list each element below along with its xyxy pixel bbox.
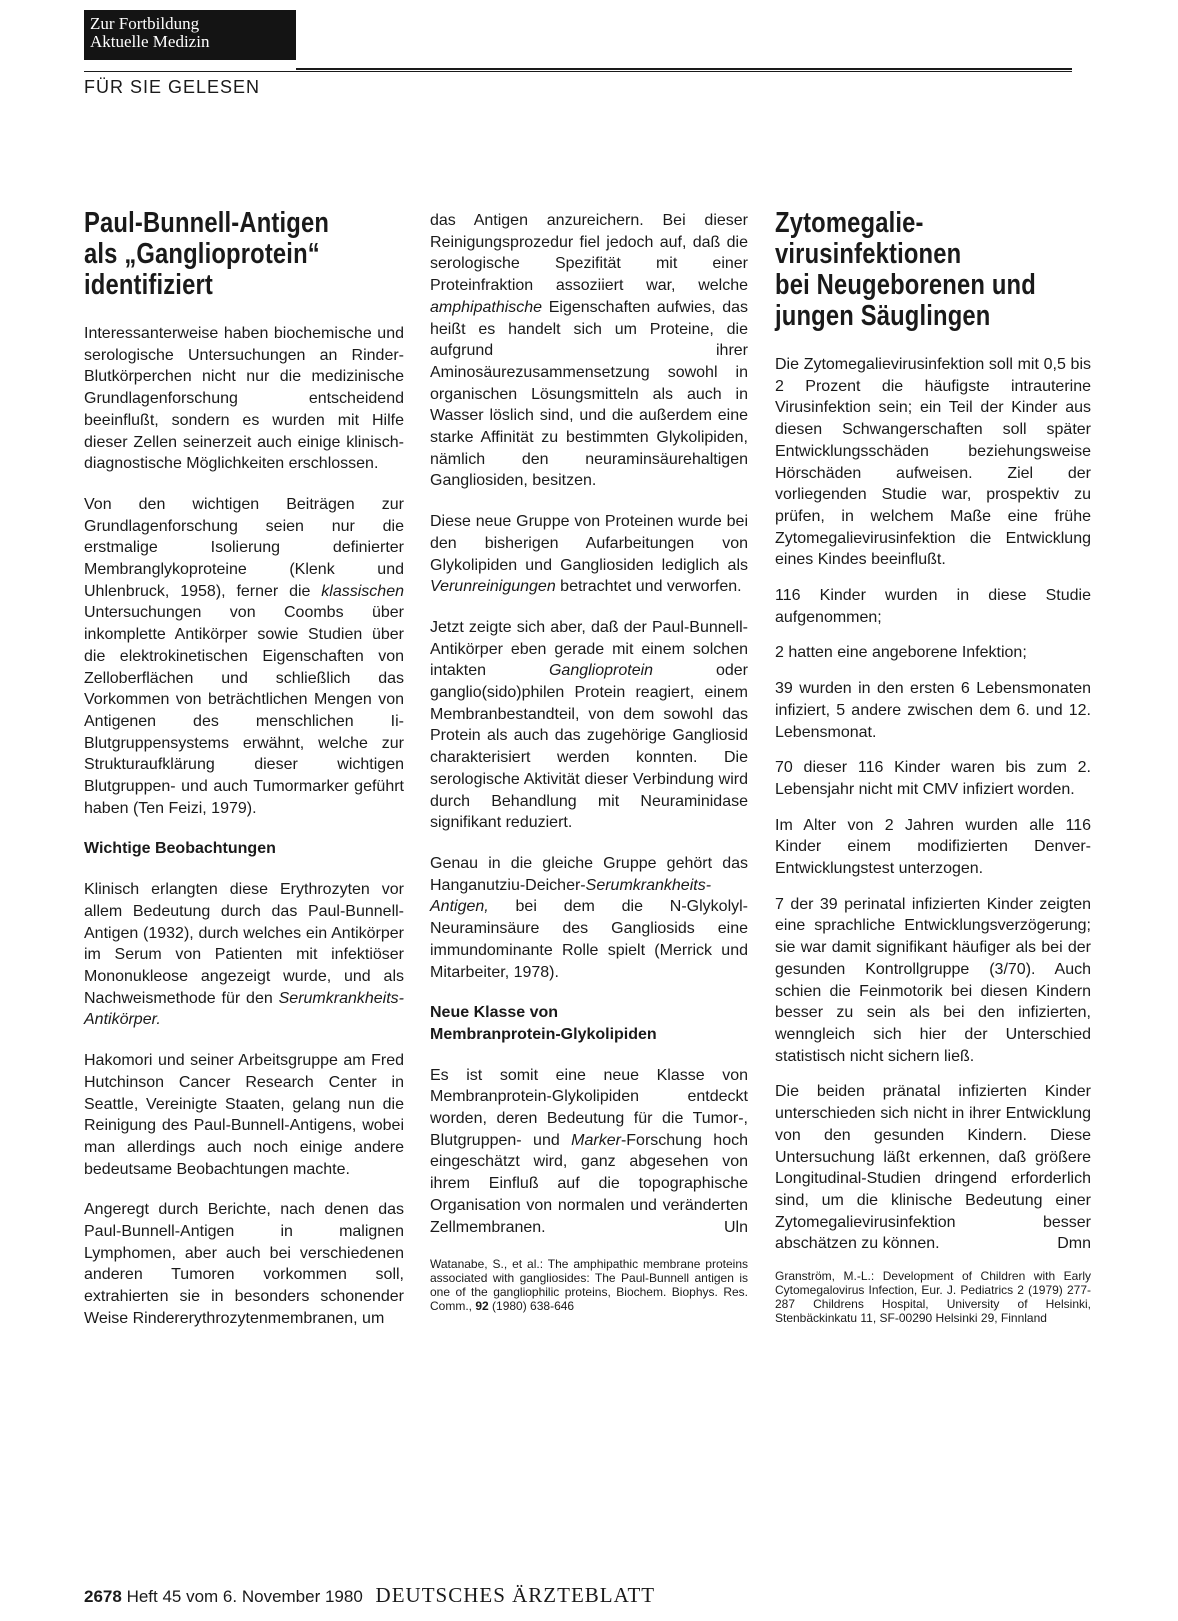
article1-title xyxy=(84,208,404,301)
article1-paragraph-9: Genau in die gleiche Gruppe gehört das Hanganutziu-Deicher-Serumkrankheits-Antigen, bei dem die N-Glykolyl-Neuraminsäure des Gangliosids eine immundominante Rolle spielt (Merrick und Mitarbeiter, 1978). xyxy=(430,854,748,981)
article2-reference: Granström, M.-L.: Development of Children with Early Cytomegalovirus Infection, Eur. J. Pediatrics 2 (1979) 277-287 Childrens Hospital, University of Helsinki, Stenbäckinkatu 11, SF-00290 Helsinki 29, Finnland xyxy=(775,1269,1091,1326)
article2-title xyxy=(775,208,1091,332)
article1-subhead-1: Wichtige Beobachtungen xyxy=(84,840,276,858)
issue-info: Heft 45 vom 6. November 1980 xyxy=(126,1587,363,1606)
rubric-line-2: Aktuelle Medizin xyxy=(90,32,210,51)
article2-paragraph-3: 2 hatten eine angeborene Infektion; xyxy=(775,644,1027,662)
article1-paragraph-7: Diese neue Gruppe von Proteinen wurde bei den bisherigen Aufarbeitungen von Glykolipiden und Gangliosiden lediglich als Verunreinigungen betrachtet und verworfen. xyxy=(430,513,748,596)
article1-paragraph-1: Interessanterweise haben biochemische und serologische Untersuchungen an Rinder-Blutkörperchen nicht nur die medizinische Grundlagenforschung entscheidend beeinflußt, sondern es wurden mit Hilfe dieser Zellen seinerzeit auch einige klinisch-diagnostische Möglichkeiten erschlossen. xyxy=(84,325,404,473)
article2-signature: Dmn xyxy=(1057,1235,1091,1253)
article1-signature: Uln xyxy=(723,1218,748,1236)
column-2 xyxy=(430,210,748,1313)
article2-paragraph-4: 39 wurden in den ersten 6 Lebensmonaten infiziert, 5 andere zwischen dem 6. und 12. Lebensmonat. xyxy=(775,680,1091,741)
rubric-box xyxy=(84,10,296,60)
article2-paragraph-8: Die beiden pränatal infizierten Kinder unterschieden sich nicht in ihrer Entwicklung von den gesunden Kindern. Diese Untersuchung läßt erkennen, daß größere Longitudinal-Studien dringend erforderlich sind, um die klinische Bedeutung einer Zytomegalievirusinfektion besser abschätzen zu können. Dmn xyxy=(775,1081,1091,1255)
article2-title-line: virusinfektionen xyxy=(775,238,962,270)
article2-paragraph-5: 70 dieser 116 Kinder waren bis zum 2. Lebensjahr nicht mit CMV infiziert worden. xyxy=(775,759,1091,798)
header-rule xyxy=(296,68,1072,70)
subhead-line: Neue Klasse von xyxy=(430,1004,559,1022)
article1-paragraph-4: Hakomori und seiner Arbeitsgruppe am Fred Hutchinson Cancer Research Center in Seattle, Vereinigte Staaten, gelang nun die Reinigung des Paul-Bunnell-Antigens, wobei man allerdings auch noch einige andere bedeutsame Beobachtungen machte. xyxy=(84,1052,404,1178)
article2-title-line: bei Neugeborenen und xyxy=(775,269,1036,301)
article2-paragraph-7: 7 der 39 perinatal infizierten Kinder zeigten eine sprachliche Entwicklungsverzögerung; sie war damit signifikant häufiger als bei der gesunden Kontrollgruppe (3/70). Auch schien die Feinmotorik bei diesen Kindern besser zu sein als bei den infizierten, wenngleich sich hier der Unterschied statistisch nicht sichern ließ. xyxy=(775,895,1091,1065)
article1-title-line: identifiziert xyxy=(84,269,213,301)
article1-paragraph-8: Jetzt zeigte sich aber, daß der Paul-Bunnell-Antikörper eben gerade mit einem solchen intakten Ganglioprotein oder ganglio(sido)philen Protein reagiert, einem Membranbestandteil, von dem sowohl das Protein als auch das zugehörige Gangliosid charakterisiert werden konnten. Die serologische Aktivität dieser Verbindung wird durch Behandlung mit Neuraminidase signifikant reduziert. xyxy=(430,618,748,832)
article2-title-line: jungen Säuglingen xyxy=(775,300,991,332)
article2-title-line: Zytomegalie- xyxy=(775,207,924,239)
article1-title-line: Paul-Bunnell-Antigen xyxy=(84,207,330,239)
subhead-line: Membranprotein-Glykolipiden xyxy=(430,1025,657,1043)
article1-paragraph-5: Angeregt durch Berichte, nach denen das Paul-Bunnell-Antigen in malignen Lymphomen, aber auch bei verschiedenen anderen Tumoren vorkommen soll, extrahierten sie in besonders schonender Weise Rindererythrozytenmembranen, um xyxy=(84,1201,404,1327)
article2-paragraph-1: Die Zytomegalievirusinfektion soll mit 0,5 bis 2 Prozent die häufigste intrauterine Virusinfektion sein; ein Teil der Kinder aus diesen Schwangerschaften soll später Entwicklungsschäden beziehungsweise Hörschäden aufweisen. Ziel der vorliegenden Studie war, prospektiv zu prüfen, in welchem Maße eine frühe Zytomegalievirusinfektion die Entwicklung eines Kindes beeinflußt. xyxy=(775,356,1091,569)
article1-paragraph-6: das Antigen anzureichern. Bei dieser Reinigungsprozedur fiel jedoch auf, daß die serologische Spezifität mit einer Proteinfraktion assoziiert war, welche amphipathische Eigenschaften aufwies, das heißt es handelt sich um Proteine, die aufgrund ihrer Aminosäurezusammensetzung sowohl in organischen Lösungsmitteln als auch in Wasser löslich sind, und die außerdem eine starke Affinität zu bestimmten Glykolipiden, nämlich den neuraminsäurehaltigen Gangliosiden, besitzen. xyxy=(430,212,748,490)
article1-title-line: als „Ganglioprotein“ xyxy=(84,238,320,270)
article2-paragraph-6: Im Alter von 2 Jahren wurden alle 116 Kinder einem modifizierten Denver-Entwicklungstest unterzogen. xyxy=(775,816,1091,878)
section-label: FÜR SIE GELESEN xyxy=(84,77,261,97)
page-number: 2678 xyxy=(84,1587,122,1606)
journal-name: DEUTSCHES ÄRZTEBLATT xyxy=(375,1583,656,1607)
article1-paragraph-2: Von den wichtigen Beiträgen zur Grundlagenforschung seien nur die erstmalige Isolierung definierter Membranglykoproteine (Klenk und Uhlenbruck, 1958), ferner die klassischen Untersuchungen von Coombs über inkomplette Antikörper sowie Studien über die elektrokinetischen Eigenschaften von Zelloberflächen und schließlich das Vorkommen von beträchtlichen Mengen von Antigenen des menschlichen Ii-Blutgruppensystems erwähnt, welche zur Strukturaufklärung dieser wichtigen Blutgruppen- und auch Tumormarker geführt haben (Ten Feizi, 1979). xyxy=(84,495,404,817)
article2-paragraph-2: 116 Kinder wurden in diese Studie aufgenommen; xyxy=(775,587,1091,626)
column-1 xyxy=(84,208,404,1349)
column-3 xyxy=(775,208,1091,1325)
article1-subhead-2 xyxy=(430,1002,748,1045)
rubric-line-1: Zur Fortbildung xyxy=(90,14,200,33)
header-rule-thin xyxy=(84,71,1072,72)
article1-paragraph-3: Klinisch erlangten diese Erythrozyten vor allem Bedeutung durch das Paul-Bunnell-Antigen (1932), durch welches ein Antikörper im Serum von Patienten mit infektiöser Mononukleose angezeigt wurde, und als Nachweismethode für den Serumkrankheits-Antikörper. xyxy=(84,881,404,1029)
article1-paragraph-10: Es ist somit eine neue Klasse von Membranprotein-Glykolipiden entdeckt worden, deren Bedeutung für die Tumor-, Blutgruppen- und Marker-Forschung hoch eingeschätzt wird, ganz abgesehen von ihrem Einfluß auf die topographische Organisation von normalen und veränderten Zellmembranen. Uln xyxy=(430,1065,748,1239)
article1-reference: Watanabe, S., et al.: The amphipathic membrane proteins associated with gangliosides: The Paul-Bunnell antigen is one of the gangliophilic proteins, Biochem. Biophys. Res. Comm., 92 (1980) 638-646 xyxy=(430,1257,748,1314)
page-footer xyxy=(84,1583,655,1608)
